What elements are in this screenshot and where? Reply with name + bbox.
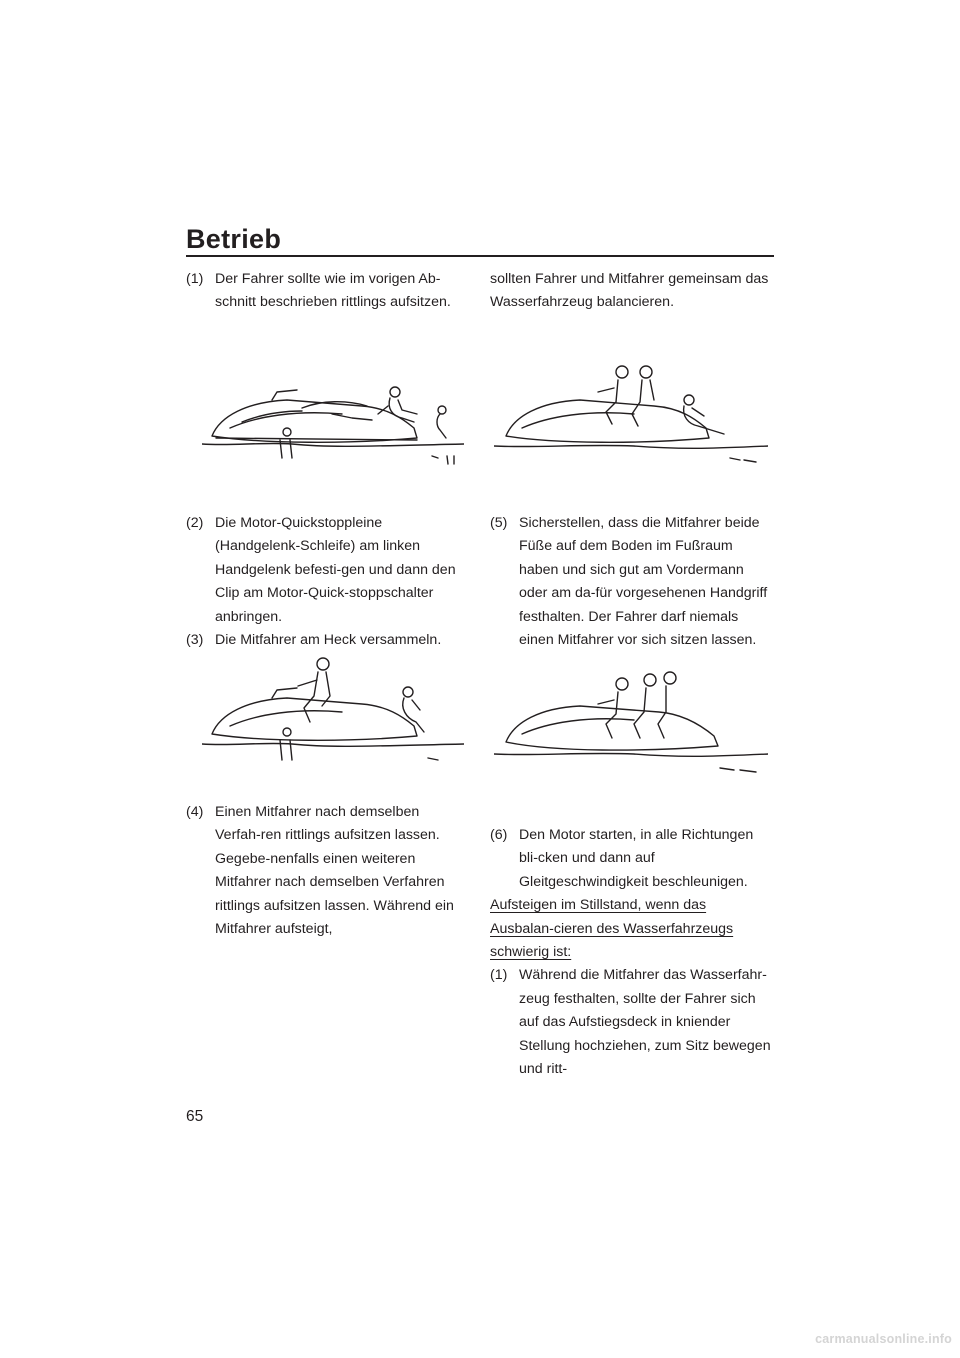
- step-number: (3): [186, 632, 204, 649]
- step-number: (4): [186, 804, 204, 820]
- watermark: carmanualsonline.info: [815, 1332, 952, 1346]
- step-number: (1): [186, 271, 204, 287]
- step-text: Die Mitfahrer am Heck versammeln.: [215, 632, 442, 649]
- step-text: Die Motor-Quickstoppleine (Handgelenk-Schleife) am linken Handgelenk befesti-gen und dann den Clip am Motor-Quick-stoppschalter anbringen.: [215, 515, 456, 625]
- step-text: Den Motor starten, in alle Richtungen bli-cken und dann auf Gleitgeschwindigkeit beschleunigen.: [519, 827, 754, 890]
- step-item: [186, 801, 468, 941]
- step-number: (6): [490, 827, 508, 843]
- step-text: Während die Mitfahrer das Wasserfahr-zeug festhalten, sollte der Fahrer sich auf das Aufstiegsdeck in kniender Stellung hochziehen, zum Sitz bewegen und ritt-: [519, 967, 771, 1078]
- illustration-riders-seated: [494, 664, 768, 780]
- step-item: [186, 512, 468, 629]
- illustration-rider-boarding-from-rear: [202, 378, 464, 470]
- left-step-group-3: [186, 801, 468, 941]
- right-continuation-block: [490, 268, 772, 315]
- section-subheading: Aufsteigen im Stillstand, wenn das Ausbalan-cieren des Wasserfahrzeugs schwierig ist:: [490, 897, 734, 961]
- step-item: [490, 824, 772, 894]
- page-number: 65: [186, 1108, 204, 1125]
- step-number: (2): [186, 515, 204, 531]
- step-item: [186, 268, 468, 315]
- header-divider: [186, 255, 774, 257]
- step-item: [490, 964, 772, 1081]
- left-step-group-2: [186, 512, 468, 652]
- step-item: [490, 512, 772, 652]
- step-text: Sicherstellen, dass die Mitfahrer beide Füße auf dem Boden im Fußraum haben und sich gut am Vordermann oder am da-für vorgesehenen Handgriff festhalten. Der Fahrer darf niemals einen Mitfahrer vor sich sitzen lassen.: [519, 515, 768, 649]
- step-number: (1): [490, 967, 508, 984]
- step-number: (5): [490, 515, 508, 531]
- step-text: Einen Mitfahrer nach demselben Verfah-ren rittlings aufsitzen lassen. Gegebe-nenfalls einen weiteren Mitfahrer nach demselben Verfahren rittlings aufsitzen lassen. Während ein Mitfahrer aufsteigt,: [215, 804, 454, 938]
- step-item: [186, 629, 468, 652]
- page-title: Betrieb: [186, 224, 282, 254]
- left-step-group-1: [186, 268, 468, 315]
- continuation-text: sollten Fahrer und Mitfahrer gemeinsam das Wasserfahrzeug balancieren.: [490, 271, 769, 311]
- right-step-group-3: [490, 824, 772, 1081]
- right-step-group-2: [490, 512, 772, 652]
- step-text: Der Fahrer sollte wie im vorigen Ab-schnitt beschrieben rittlings aufsitzen.: [215, 271, 451, 311]
- illustration-passengers-at-stern: [202, 652, 464, 780]
- illustration-second-passenger-boarding: [494, 360, 768, 472]
